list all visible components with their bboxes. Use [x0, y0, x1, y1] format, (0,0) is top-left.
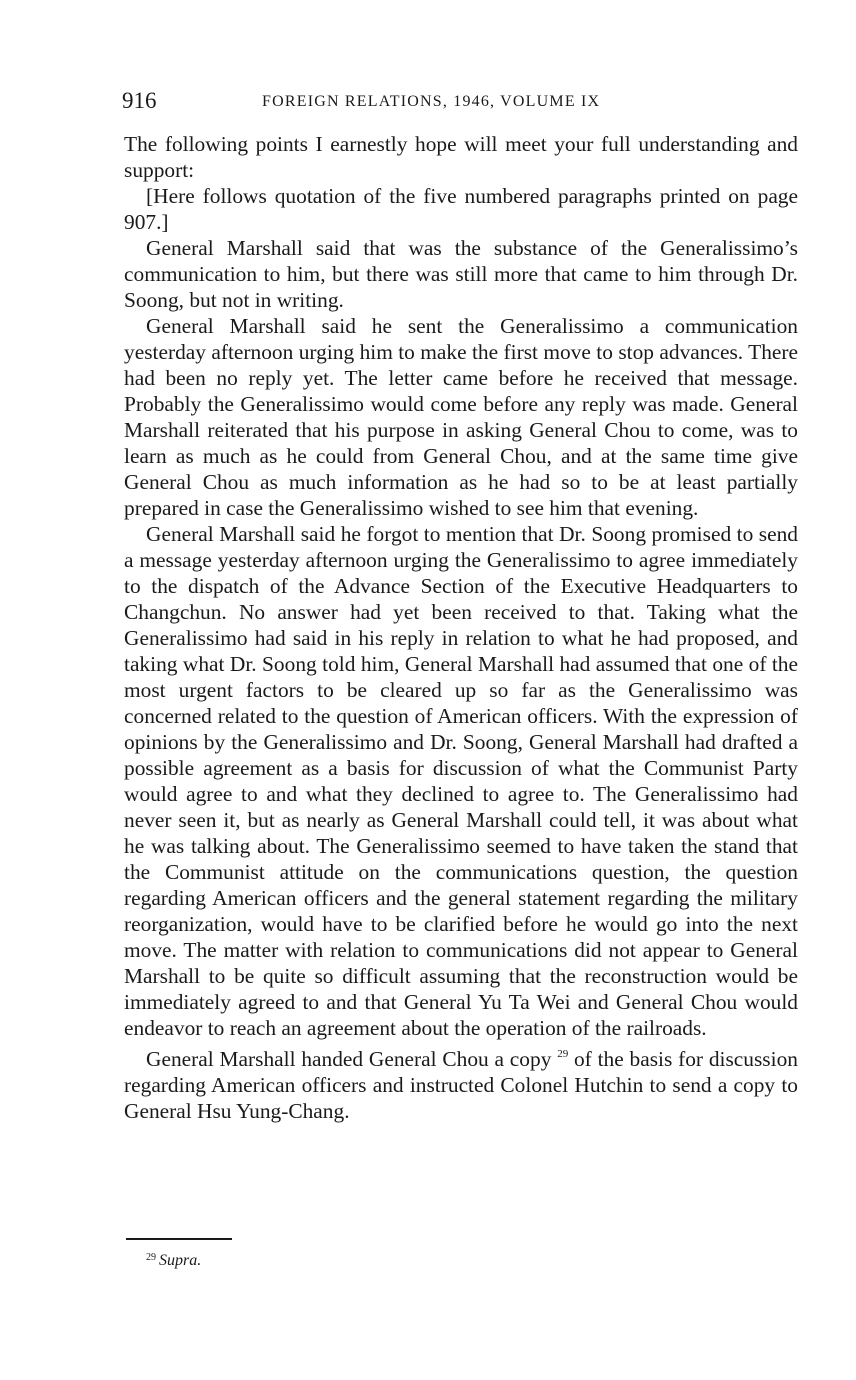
page-number: 916: [122, 88, 157, 113]
paragraph-1: The following points I earnestly hope will meet your full understanding and support:: [124, 132, 798, 182]
paragraph-6: [124, 1046, 798, 1124]
paragraph-3: General Marshall said that was the substance of the Generalissimo’s communication to him, but there was still more that came to him through Dr. Soong, but not in writing.: [124, 236, 798, 312]
paragraph-6-end: of the basis for discussion regarding American officers and instructed Colonel Hutchin to send a copy to General Hsu Yung-Chang.: [124, 1047, 798, 1123]
running-header: [122, 86, 798, 116]
body-text: [124, 131, 798, 1124]
footnote-text: Supra.: [159, 1252, 202, 1269]
running-title: FOREIGN RELATIONS, 1946, VOLUME IX: [262, 93, 601, 110]
footnote-divider: [126, 1238, 232, 1240]
paragraph-4: General Marshall said he sent the Generalissimo a communication yesterday afternoon urging him to make the first move to stop advances. There had been no reply yet. The letter came before he received that message. Probably the Generalissimo would come before any reply was made. General Marshall reiterated that his purpose in asking General Chou to come, was to learn as much as he could from General Chou, and at the same time give General Chou as much information as he had so to be at least partially prepared in case the Generalissimo wished to see him that evening.: [124, 314, 798, 520]
footnote-mark: 29: [146, 1252, 156, 1263]
paragraph-2: [Here follows quotation of the five numbered paragraphs printed on page 907.]: [124, 184, 798, 234]
paragraph-6-start: General Marshall handed General Chou a copy: [146, 1047, 552, 1071]
footnote: [146, 1250, 201, 1272]
paragraph-5: General Marshall said he forgot to mention that Dr. Soong promised to send a message yesterday afternoon urging the Generalissimo to agree immediately to the dispatch of the Advance Section of the Executive Headquarters to Changchun. No answer had yet been received to that. Taking what the Generalissimo had said in his reply in relation to what he had proposed, and taking what Dr. Soong told him, General Marshall had assumed that one of the most urgent factors to be cleared up so far as the Generalissimo was concerned related to the question of American officers. With the expression of opinions by the Generalissimo and Dr. Soong, General Marshall had drafted a possible agreement as a basis for discussion of what the Communist Party would agree to and what they declined to agree to. The Generalissimo had never seen it, but as nearly as General Marshall could tell, it was about what he was talking about. The Generalissimo seemed to have taken the stand that the Communist attitude on the communications question, the question regarding American officers and the general statement regarding the military reorganization, would have to be clarified before he would go into the next move. The matter with relation to communications did not appear to General Marshall to be quite so difficult assuming that the reconstruction would be immediately agreed to and that General Yu Ta Wei and General Chou would endeavor to reach an agreement about the operation of the railroads.: [124, 522, 798, 1040]
footnote-reference[interactable]: 29: [557, 1048, 569, 1060]
